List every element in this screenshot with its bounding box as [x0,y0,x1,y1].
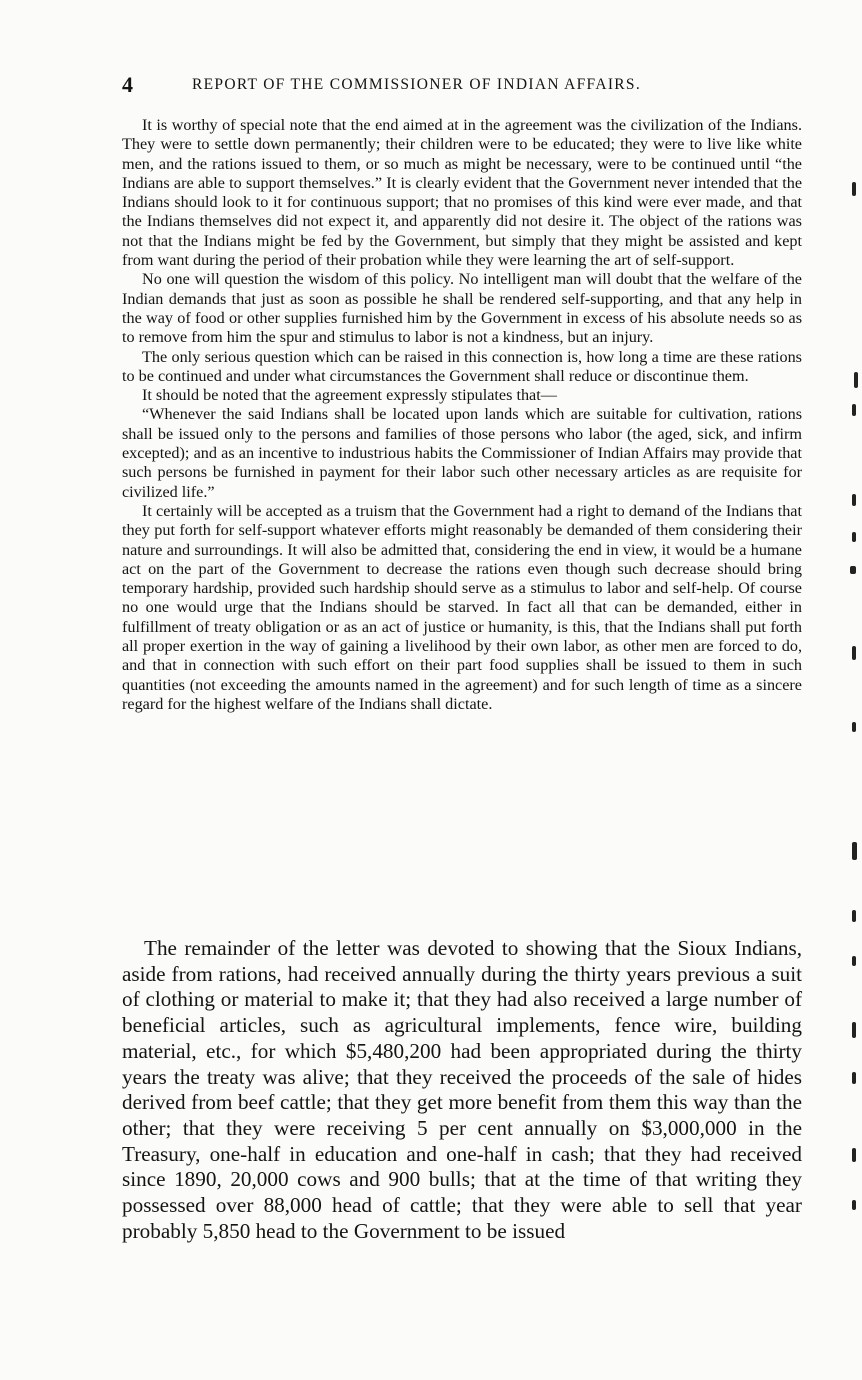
narrative-paragraph: The remainder of the letter was devoted to showing that the Sioux Indians, aside from rations, had received annually during the thirty years previous a suit of clothing or material to make it; that they had also received a large number of beneficial articles, such as agricultural implements, fence wire, building material, etc., for which $5,480,200 had been appropriated during the thirty years the treaty was alive; that they received the proceeds of the sale of hides derived from beef cattle; that they get more benefit from them this way than the other; that they were receiving 5 per cent annually on $3,000,000 in the Treasury, one-half in education and one-half in cash; that they had received since 1890, 20,000 cows and 900 bulls; that at the time of that writing they possessed over 88,000 head of cattle; that they were able to sell that year probably 5,850 head to the Government to be issued [122,936,802,1243]
scan-edge-mark [852,956,856,966]
quoted-paragraph-6: It certainly will be accepted as a truism that the Government had a right to demand of the Indians that they put forth for self-support whatever efforts might reasonably be demanded of them considering their nature and surroundings. It will also be admitted that, considering the end in view, it would be a humane act on the part of the Government to decrease the rations even though such decrease should bring temporary hardship, provided such hardship should serve as a stimulus to labor and self-help. Of course no one would urge that the Indians should be starved. In fact all that can be demanded, either in fulfillment of treaty obligation or as an act of justice or humanity, is this, that the Indians shall put forth all proper exertion in the way of gaining a livelihood by their own labor, as other men are forced to do, and that in connection with such effort on their part food supplies shall be issued to them in such quantities (not exceeding the amounts named in the agreement) and for such length of time as a sincere regard for the highest welfare of the Indians shall dictate. [122,501,802,713]
quoted-paragraph-2: No one will question the wisdom of this policy. No intelligent man will doubt that the welfare of the Indian demands that just as soon as possible he shall be rendered self-supporting, and that any help in the way of food or other supplies furnished him by the Government in excess of his absolute needs so as to remove from him the spur and stimulus to labor is not a kindness, but an injury. [122,270,802,347]
scan-edge-mark [852,722,856,732]
scan-edge-mark [852,532,856,542]
scan-edge-mark [852,1200,856,1210]
scan-edge-mark [852,1072,856,1084]
scan-edge-mark [852,842,857,860]
scan-edge-mark [852,1022,856,1038]
quoted-paragraph-4: It should be noted that the agreement expressly stipulates that— [142,386,557,405]
page-number: 4 [122,72,133,97]
scan-edge-mark [850,566,856,574]
running-title: REPORT OF THE COMMISSIONER OF INDIAN AFFAIRS. [192,76,642,93]
running-head [122,72,802,102]
quoted-letter-text [122,116,802,714]
scan-edge-mark [852,182,856,196]
quoted-paragraph-1: It is worthy of special note that the end aimed at in the agreement was the civilization of the Indians. They were to settle down permanently; their children were to be educated; they were to live like white men, and the rations issued to them, or so much as might be necessary, were to be continued until “the Indians are able to support themselves.” It is clearly evident that the Government never intended that the Indians should look to it for continuous support; that no promises of this kind were ever made, and that the Indians themselves did not expect it, and apparently did not desire it. The object of the rations was not that the Indians might be fed by the Government, but simply that they might be assisted and kept from want during the period of their probation while they were learning the art of self-support. [122,116,802,270]
scan-edge-mark [852,494,856,506]
scan-edge-mark [854,372,858,388]
narrative-text [122,936,802,1244]
quoted-paragraph-3: The only serious question which can be raised in this connection is, how long a time are these rations to be continued and under what circumstances the Government shall reduce or discontinue them. [122,347,802,385]
scan-edge-mark [852,404,856,416]
scan-edge-mark [852,910,856,922]
treaty-stipulation-quote: “Whenever the said Indians shall be located upon lands which are suitable for cultivation, rations shall be issued only to the persons and families of those persons who labor (the aged, sick, and infirm excepted); and as an incentive to industrious habits the Commissioner of Indian Affairs may provide that such persons be furnished in payment for their labor such other necessary articles as are requisite for civilized life.” [122,405,802,501]
scan-edge-mark [852,1148,856,1162]
scan-edge-mark [852,646,856,660]
